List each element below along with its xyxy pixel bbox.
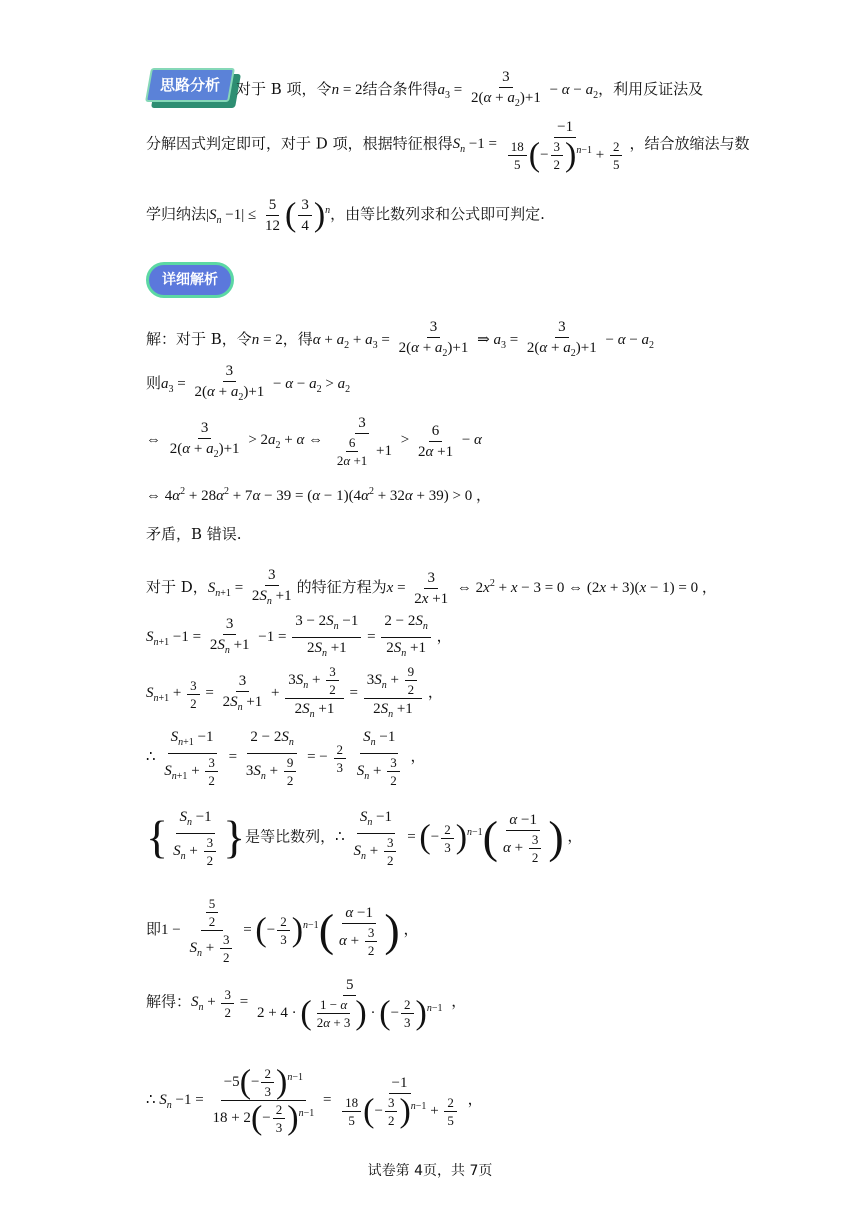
solution-text: ，得 [282, 329, 313, 348]
solution-line-11: 即1 − $\frac{5}{2}$ $S_n$ + $\frac{3}{2}$ = (− $\frac{2}{3}$ )$^{n-1}$( α −1 α + $\frac{3}{2}$ ) ， [146, 896, 419, 965]
solution-text: 则 [146, 373, 162, 392]
solution-line-10: { $S_n -1$ $S_n$ + $\frac{3}{2}$ }是等比数列，∴ $S_n -1$ $S_n$ + $\frac{3}{2}$ = (− $\frac{2}{3}$ )$^{n-1}$( α −1 α + $\frac{3}{2}$ ) ， [146, 809, 583, 868]
analysis-line-1: 对于 B 项，令n = 2结合条件得$a_3$ = $\frac{3}{2(\alpha + a_2)+1}$ − $\alpha - a_2$，利用反证法及 [236, 69, 704, 109]
solution-text: 即 [146, 919, 162, 938]
analysis-text: ，由等比数列求和公式即可判定. [330, 204, 545, 223]
solution-line-13: ∴ $S_n -1$ = −5(− $\frac{2}{3}$ )$^{n-1}$ 18 + 2(− $\frac{2}{3}$ )$^{n-1}$ = −1 $\frac{18}{5}$ (− $\frac{3}{2}$ )$^{n-1}$ + $\frac{2}{5}$ ， [146, 1063, 483, 1137]
analysis-text: 学归纳法 [146, 204, 207, 223]
analysis-text: 对于 B 项，令 [236, 79, 332, 98]
analysis-line-3: 学归纳法$|S_n -1|$ ≤ $\frac{5}{12}$ ( $\frac{3}{4}$ )$^n$，由等比数列求和公式即可判定. [146, 196, 545, 234]
analysis-line-2: 分解因式判定即可，对于 D 项，根据特征根得$S_n -1$ = −1 $\frac{18}{5}$ (− $\frac{3}{2}$ )$^{n-1}$ + $\frac{2}{5}$ ，结合放缩法与数 [146, 119, 750, 174]
solution-line-5: 矛盾，B 错误. [146, 525, 242, 543]
solution-line-1: 解：对于 B，令n = 2，得$\alpha + a_2 + a_3$ = $\frac{3}{2(\alpha + a_2)+1}$ ⇒ $a_3$ = $\frac{3}{2(\alpha + a_2)+1}$ − $\alpha - a_2$ [146, 319, 655, 359]
analysis-text: 分解因式判定即可，对于 D 项，根据特征根得 [146, 134, 453, 153]
solution-line-2: 则$a_3$ = $\frac{3}{2(\alpha + a_2)+1}$ − $\alpha - a_2 > a_2$ [146, 363, 351, 403]
page-footer: 试卷第 4页，共 7页 [367, 1163, 493, 1179]
analysis-text: 结合条件得 [362, 79, 438, 98]
analysis-badge [148, 68, 232, 106]
solution-line-3: ⇔ $\frac{3}{2(\alpha + a_2)+1}$ > $2a_2 + \alpha$ ⇔ 3 $\frac{6}{2\alpha +1}$ +1 > $\frac{6}{2\alpha +1}$ − α [146, 415, 482, 468]
solution-text: 是等比数列， [245, 827, 336, 846]
solution-text: 对于 D， [146, 577, 208, 596]
detail-badge: 详细解析 [146, 262, 234, 298]
solution-text: 解得： [146, 992, 192, 1011]
analysis-badge-label: 思路分析 [159, 76, 220, 94]
solution-text: 的特征方程为 [296, 577, 387, 596]
analysis-text: ，利用反证法及 [598, 79, 704, 98]
solution-line-12: 解得：$S_n$ + $\frac{3}{2}$ = 5 2 + 4 · ( $\frac{1 - \alpha}{2\alpha + 3}$ ) · (− $\frac{2}{3}$ )$^{n-1}$ ， [146, 977, 467, 1032]
solution-text: 解：对于 B，令 [146, 329, 252, 348]
solution-line-7: $S_{n+1} -1$ = $\frac{3}{2S_n +1}$ −1 = $\frac{3 - 2S_n -1}{2S_n +1}$ = $\frac{2 - 2S_n}{2S_n +1}$ ， [146, 613, 452, 659]
solution-line-9: ∴ $S_{n+1} -1$ $S_{n+1}$ + $\frac{3}{2}$ = $2 - 2S_n$ $3S_n$ + $\frac{9}{2}$ = − $\frac{2}{3}$ $S_n -1$ $S_n$ + $\frac{3}{2}$ ， [146, 729, 426, 788]
analysis-text: ，结合放缩法与数 [629, 134, 750, 153]
solution-line-6: 对于 D，$S_{n+1}$ = $\frac{3}{2S_n +1}$ 的特征方程为x = $\frac{3}{2x +1}$ ⇔ $2x^2 + x - 3 = 0$ ⇔ (2x + 3)(x − 1) = 0 ， [146, 567, 717, 607]
solution-line-4: ⇔ $4\alpha^2 + 28\alpha^2 + 7\alpha - 39 = (\alpha - 1)(4\alpha^2 + 32\alpha + 39) > 0$ ， [146, 486, 491, 504]
solution-line-8: $S_{n+1}$ + $\frac{3}{2}$ = $\frac{3}{2S_n +1}$ + $3S_n$ + $\frac{3}{2}$ $2S_n +1$ = $3S_n$ + $\frac{9}{2}$ $2S_n +1$ ， [146, 664, 443, 720]
